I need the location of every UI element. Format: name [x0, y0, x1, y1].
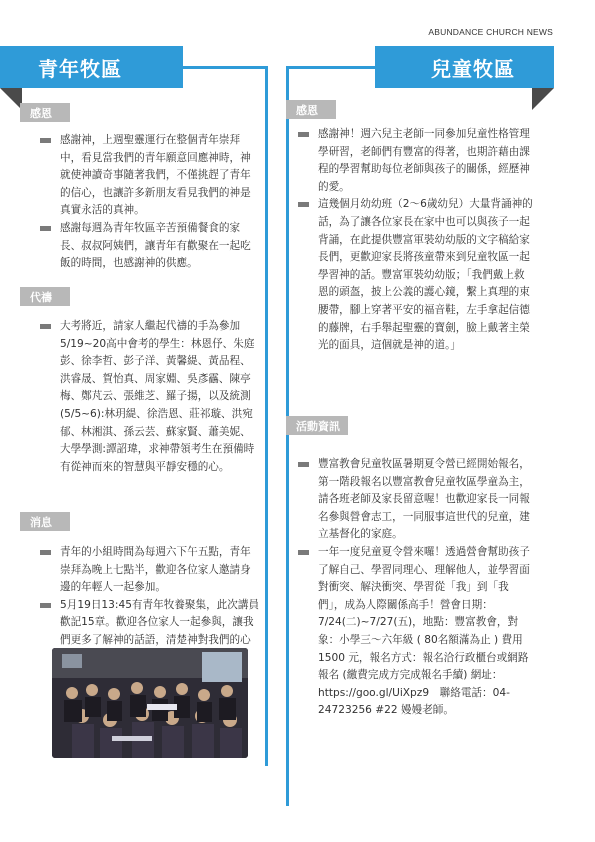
left-title-banner: [0, 46, 183, 88]
left-section-tag-prayer: 代禱: [20, 287, 70, 306]
list-item: 感謝神！週六兒主老師一同參加兒童性格管理學研習，老師們有豐富的得著，也期許藉由課程的學習幫助每位老師與孩子的關係，經歷神的愛。: [296, 126, 534, 196]
list-item: 豐富教會兒童牧區暑期夏令營已經開始報名，第一階段報名以豐富教會兒童牧區學童為主，請各班老師及家長留意喔！也歡迎家長一同報名參與營會志工，一同服事這世代的兒童，建立基督化的家庭。: [296, 456, 534, 544]
masthead: ABUNDANCE CHURCH NEWS: [428, 27, 553, 37]
right-banner-fold: [532, 88, 554, 110]
left-section-prayer: [38, 318, 260, 476]
list-item: 一年一度兒童夏令營來囉！透過營會幫助孩子了解自己、學習同理心、理解他人，並學習面對衝突、解決衝突、學習從「我」到「我們」，成為人際關係高手！營會日期：7/24(二)~7/27(五)，地點：豐富教會，對象：小學三～六年級 ( 80名額滿為止 ) 費用 1500 元，報名方式：報名洽行政櫃台或網路報名 (繳費完成方完成報名手續) 網址：https://goo.gl/UiXpz9 聯絡電話：04-24723256 #22 嫚嫚老師。: [296, 544, 534, 720]
left-section-tag-thanks: 感恩: [20, 103, 70, 122]
list-item: 5月19日13:45有青年牧養聚集，此次講員歡記15章。歡迎各位家人一起參與，讓我們更多了解神的話語，清楚神對我們的心: [38, 597, 260, 667]
right-title-banner: [375, 46, 554, 88]
youth-gathering-photo: [52, 648, 248, 758]
right-section-events: [296, 456, 534, 720]
right-section-tag-events: 活動資訊: [286, 416, 348, 435]
list-item: 這幾個月幼幼班（2～6歲幼兒）大量背誦神的話，為了讓各位家長在家中也可以與孩子一起背誦，在此提供豐富軍裝幼幼版的文字稿給家長們，更歡迎家長將孩童帶來到兒童牧區一起學習神的話。豐富軍裝幼幼版；「我們戴上救恩的頭盔，披上公義的護心鏡，繫上真理的束腰帶，腳上穿著平安的福音鞋，左手拿起信德的藤牌，右手舉起聖靈的寶劍，臉上戴著主榮光的面具，這個就是神的道。」: [296, 196, 534, 354]
list-item: 感謝神，上週聖靈運行在整個青年崇拜中，看見當我們的青年願意回應神時，神就使神讀奇事隨著我們，不僅挑趕了青年的信心，也讓許多新朋友看見我們的神是真實永活的真神。: [38, 132, 260, 220]
left-title: 青年牧區: [38, 57, 122, 81]
list-item: 大考將近，請家人繼起代禱的手為參加5/19~20高中會考的學生：林恩伃、朱庭彭、徐李哲、彭子洋、黃馨緹、黃品程、洪睿晟、賀怡真、周家婣、吳彥靏、陳亭梅、鄭芃云、張維芝、羅子揚，以及統測(5/5~6):林玥緹、徐浩恩、莊祁璇、洪宛郁、林湘淇、孫云芸、蘇家賢、蕭美妮、大學學測:譚詔瑋，求神帶領考生在預備時有從神而來的智慧與平靜安穩的心。: [38, 318, 260, 476]
left-section-tag-news: 消息: [20, 512, 70, 531]
left-banner-fold: [0, 88, 22, 110]
left-section-thanks: [38, 132, 260, 273]
right-section-tag-thanks: 感恩: [286, 100, 336, 119]
list-item: 感謝每週為青年牧區辛苦預備餐食的家長、叔叔阿姨們，讓青年有歡聚在一起吃飯的時間，也感謝神的供應。: [38, 220, 260, 273]
right-title: 兒童牧區: [431, 57, 515, 81]
right-section-thanks: [296, 126, 534, 355]
list-item: 青年的小組時間為每週六下午五點，青年崇拜為晚上七點半，歡迎各位家人邀請身邊的年輕人一起參加。: [38, 544, 260, 597]
